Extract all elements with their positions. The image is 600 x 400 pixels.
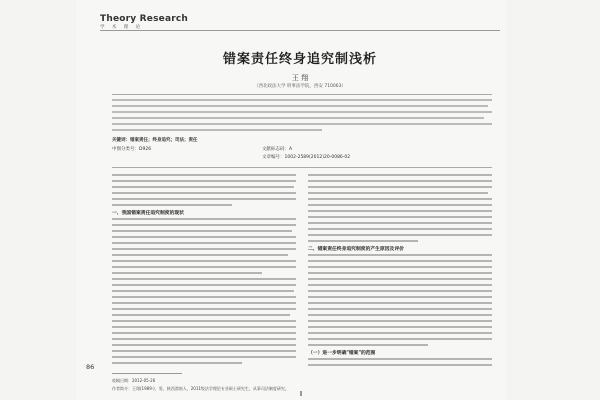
body-text-line <box>112 248 296 250</box>
keywords: 关键词：错案责任；终身追究；司法；责任 <box>112 138 198 143</box>
body-text-line <box>308 186 492 188</box>
body-text-line <box>308 234 492 236</box>
body-text-line <box>308 266 492 268</box>
body-text-line <box>308 210 492 212</box>
body-column-right <box>308 172 492 370</box>
article-title: 错案责任终身追究制浅析 <box>222 52 377 67</box>
body-text-line <box>112 314 290 316</box>
body-text-line <box>112 242 296 244</box>
abstract-text-line <box>112 129 322 131</box>
body-text-line <box>308 174 492 176</box>
body-column-left <box>112 172 296 370</box>
body-text-line <box>112 218 296 220</box>
body-text-line <box>308 204 492 206</box>
body-text-line <box>112 192 296 194</box>
body-text-line <box>308 254 492 256</box>
body-text-line <box>112 308 296 310</box>
body-text-line <box>112 356 296 358</box>
document-code: 文献标志码：A <box>262 147 293 152</box>
body-text-line <box>112 204 232 206</box>
body-text-line <box>308 228 492 230</box>
article-author: 王 翔 <box>291 74 309 82</box>
body-text-line <box>112 254 288 256</box>
body-text-line <box>112 272 262 274</box>
abstract-text-line <box>112 99 492 101</box>
body-text-line <box>112 332 296 334</box>
body-text-line <box>112 174 296 176</box>
body-text-line <box>112 278 296 280</box>
body-text-line <box>308 344 428 346</box>
abstract-text-line <box>112 117 484 119</box>
body-text-line <box>112 338 296 340</box>
body-text-line <box>308 364 492 366</box>
footnote-divider <box>112 373 182 374</box>
body-text-line <box>308 180 492 182</box>
body-text-line <box>308 272 492 274</box>
body-text-line <box>308 192 488 194</box>
body-text-line <box>112 230 292 232</box>
abstract-text-line <box>112 123 492 125</box>
body-text-line <box>112 344 296 346</box>
article-affiliation: （西北政法大学 刑事法学院，西安 710063） <box>253 84 347 89</box>
body-text-line <box>112 320 296 322</box>
body-text-line <box>308 284 492 286</box>
body-text-line <box>308 338 492 340</box>
body-text-line <box>308 260 492 262</box>
body-text-line <box>112 302 296 304</box>
gutter-mark <box>300 391 302 396</box>
body-text-line <box>308 198 492 200</box>
body-text-line <box>308 222 492 224</box>
body-text-line <box>112 186 294 188</box>
page-number: 86 <box>86 363 95 371</box>
body-text-line <box>112 266 296 268</box>
body-text-line <box>112 326 296 328</box>
body-text-line <box>308 326 492 328</box>
body-text-line <box>112 180 296 182</box>
body-text-line <box>112 236 296 238</box>
body-text-line <box>112 296 296 298</box>
body-text-line <box>308 358 492 360</box>
header-divider <box>100 30 500 31</box>
classification-number: 中图分类号：D926 <box>112 147 152 152</box>
footnote-author-note: 作者简介：王翔(1989-)，男，陕西渭南人，2011级法学理论专业硕士研究生，从事司法制度研究。 <box>112 386 289 391</box>
section-heading-1: 一、我国错案责任追究制度的现状 <box>112 211 184 216</box>
body-text-line <box>308 314 492 316</box>
abstract-text-line <box>112 111 492 113</box>
body-text-line <box>112 362 242 364</box>
body-text-line <box>112 224 296 226</box>
journal-subtitle: 学 术 理 论 <box>100 25 144 30</box>
section-heading-3: （一）进一步明确"错案"的范围 <box>308 351 376 356</box>
body-text-line <box>112 284 296 286</box>
body-text-line <box>112 350 296 352</box>
footnote-received-date: 收稿日期：2012-05-26 <box>112 378 156 383</box>
body-text-line <box>112 260 296 262</box>
body-text-line <box>308 296 492 298</box>
body-text-line <box>308 278 492 280</box>
body-text-line <box>308 302 492 304</box>
abstract-block <box>112 94 492 168</box>
body-text-line <box>308 290 492 292</box>
body-text-line <box>308 308 492 310</box>
body-text-line <box>308 216 492 218</box>
article-number: 文章编号：1002-2589(2012)20-0086-02 <box>262 155 351 160</box>
body-text-line <box>112 290 294 292</box>
body-text-line <box>308 240 418 242</box>
body-text-line <box>308 320 492 322</box>
section-heading-2: 二、错案责任终身追究制度的产生原因及评价 <box>308 247 404 252</box>
abstract-text-line <box>112 105 488 107</box>
journal-header <box>100 14 270 31</box>
body-text-line <box>308 332 492 334</box>
journal-title: Theory Research <box>100 14 189 24</box>
body-text-line <box>112 198 296 200</box>
